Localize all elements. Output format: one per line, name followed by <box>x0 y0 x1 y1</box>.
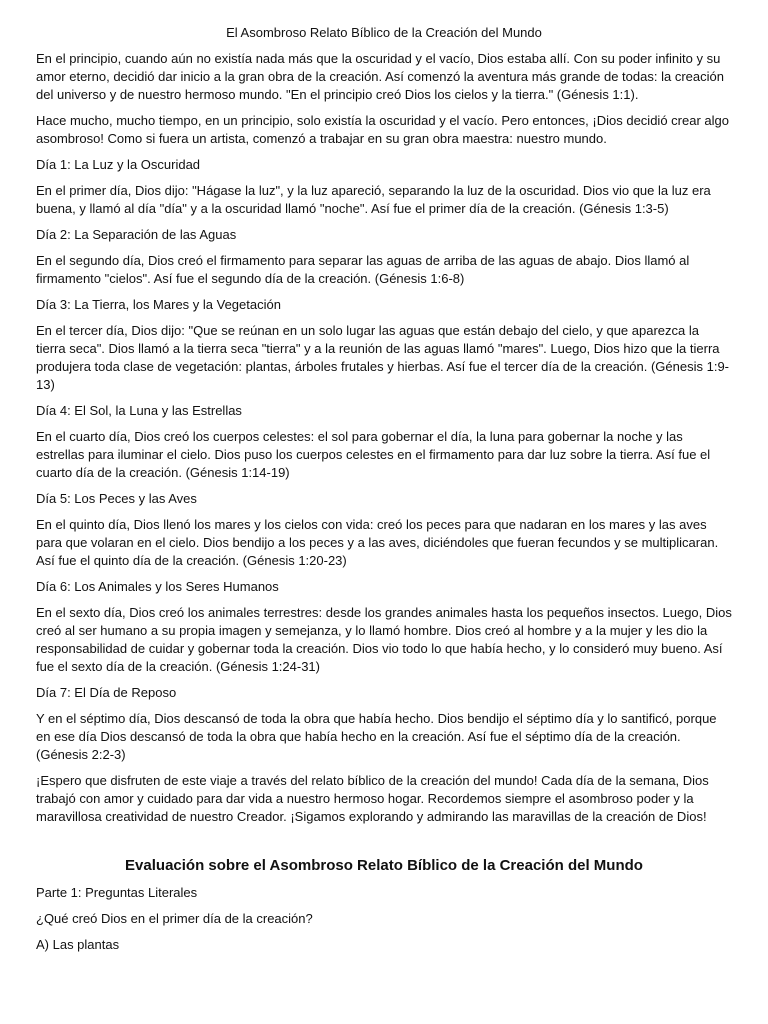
intro-paragraph-1: En el principio, cuando aún no existía nada más que la oscuridad y el vacío, Dios estaba allí. Con su poder infinito y su amor eterno, decidió dar inicio a la gran obra de la creación. Así comenzó la aventura más grande de todas: la creación del universo y de nuestro hermoso mundo. "En el principio creó Dios los cielos y la tierra." (Génesis 1:1). <box>36 51 724 102</box>
day-3-text: En el tercer día, Dios dijo: "Que se reúnan en un solo lugar las aguas que están debajo del cielo, y que aparezca la tierra seca". Dios llamó a la tierra seca "tierra" y a la reunión de las aguas llamó "mares". Luego, Dios hizo que la tierra produjera toda clase de vegetación: plantas, árboles frutales y hierbas. Así fue el tercer día de la creación. (Génesis 1:9-13) <box>36 323 730 392</box>
day-5-heading: Día 5: Los Peces y las Aves <box>36 491 197 506</box>
evaluation-part-label: Parte 1: Preguntas Literales <box>36 885 198 900</box>
day-7-text: Y en el séptimo día, Dios descansó de toda la obra que había hecho. Dios bendijo el séptimo día y lo santificó, porque en ese día Dios descansó de toda la obra que había hecho en la creación. Así fue el séptimo día de la creación. (Génesis 2:2-3) <box>36 711 717 762</box>
day-4-heading: Día 4: El Sol, la Luna y las Estrellas <box>36 403 242 418</box>
day-2-text: En el segundo día, Dios creó el firmamento para separar las aguas de arriba de las aguas de abajo. Dios llamó al firmamento "cielos". Así fue el segundo día de la creación. (Génesis 1:6-8) <box>36 253 690 286</box>
closing-paragraph: ¡Espero que disfruten de este viaje a través del relato bíblico de la creación del mundo! Cada día de la semana, Dios trabajó con amor y cuidado para dar vida a nuestro hermoso hogar. Recordemos siempre el asombroso poder y la maravillosa creatividad de nuestro Creador. ¡Sigamos explorando y admirando las maravillas de la creación de Dios! <box>36 773 709 824</box>
day-2-heading: Día 2: La Separación de las Aguas <box>36 227 237 242</box>
day-1-text: En el primer día, Dios dijo: "Hágase la luz", y la luz apareció, separando la luz de la oscuridad. Dios vio que la luz era buena, y llamó al día "día" y a la oscuridad llamó "noche". Así fue el primer día de la creación. (Génesis 1:3-5) <box>36 183 711 216</box>
day-4-text: En el cuarto día, Dios creó los cuerpos celestes: el sol para gobernar el día, la luna para gobernar la noche y las estrellas para iluminar el cielo. Dios puso los cuerpos celestes en el firmamento para dar luz sobre la tierra. Así fue el cuarto día de la creación. (Génesis 1:14-19) <box>36 429 711 480</box>
intro-paragraph-2: Hace mucho, mucho tiempo, en un principio, solo existía la oscuridad y el vacío. Pero entonces, ¡Dios decidió crear algo asombroso! Como si fuera un artista, comenzó a trabajar en su gran obra maestra: nuestro mundo. <box>36 113 729 146</box>
evaluation-question: ¿Qué creó Dios en el primer día de la creación? <box>36 911 313 926</box>
day-6-text: En el sexto día, Dios creó los animales terrestres: desde los grandes animales hasta los pequeños insectos. Luego, Dios creó al ser humano a su propia imagen y semejanza, y lo llamó hombre. Dios creó al hombre y a la mujer y les dio la responsabilidad de cuidar y gobernar toda la creación. Dios vio todo lo que había hecho, y lo consideró muy bueno. Así fue el sexto día de la creación. (Génesis 1:24-31) <box>36 605 732 674</box>
document-title: El Asombroso Relato Bíblico de la Creación del Mundo <box>226 25 542 40</box>
day-6-heading: Día 6: Los Animales y los Seres Humanos <box>36 579 279 594</box>
evaluation-title: Evaluación sobre el Asombroso Relato Bíblico de la Creación del Mundo <box>125 857 643 874</box>
day-7-heading: Día 7: El Día de Reposo <box>36 685 177 700</box>
day-5-text: En el quinto día, Dios llenó los mares y los cielos con vida: creó los peces para que nadaran en los mares y las aves para que volaran en el cielo. Dios bendijo a los peces y a las aves, diciéndoles que fueran fecundos y se multiplicaran. Así fue el quinto día de la creación. (Génesis 1:20-23) <box>36 517 719 568</box>
day-1-heading: Día 1: La Luz y la Oscuridad <box>36 157 201 172</box>
day-3-heading: Día 3: La Tierra, los Mares y la Vegetación <box>36 297 281 312</box>
evaluation-option-a: A) Las plantas <box>36 937 120 952</box>
